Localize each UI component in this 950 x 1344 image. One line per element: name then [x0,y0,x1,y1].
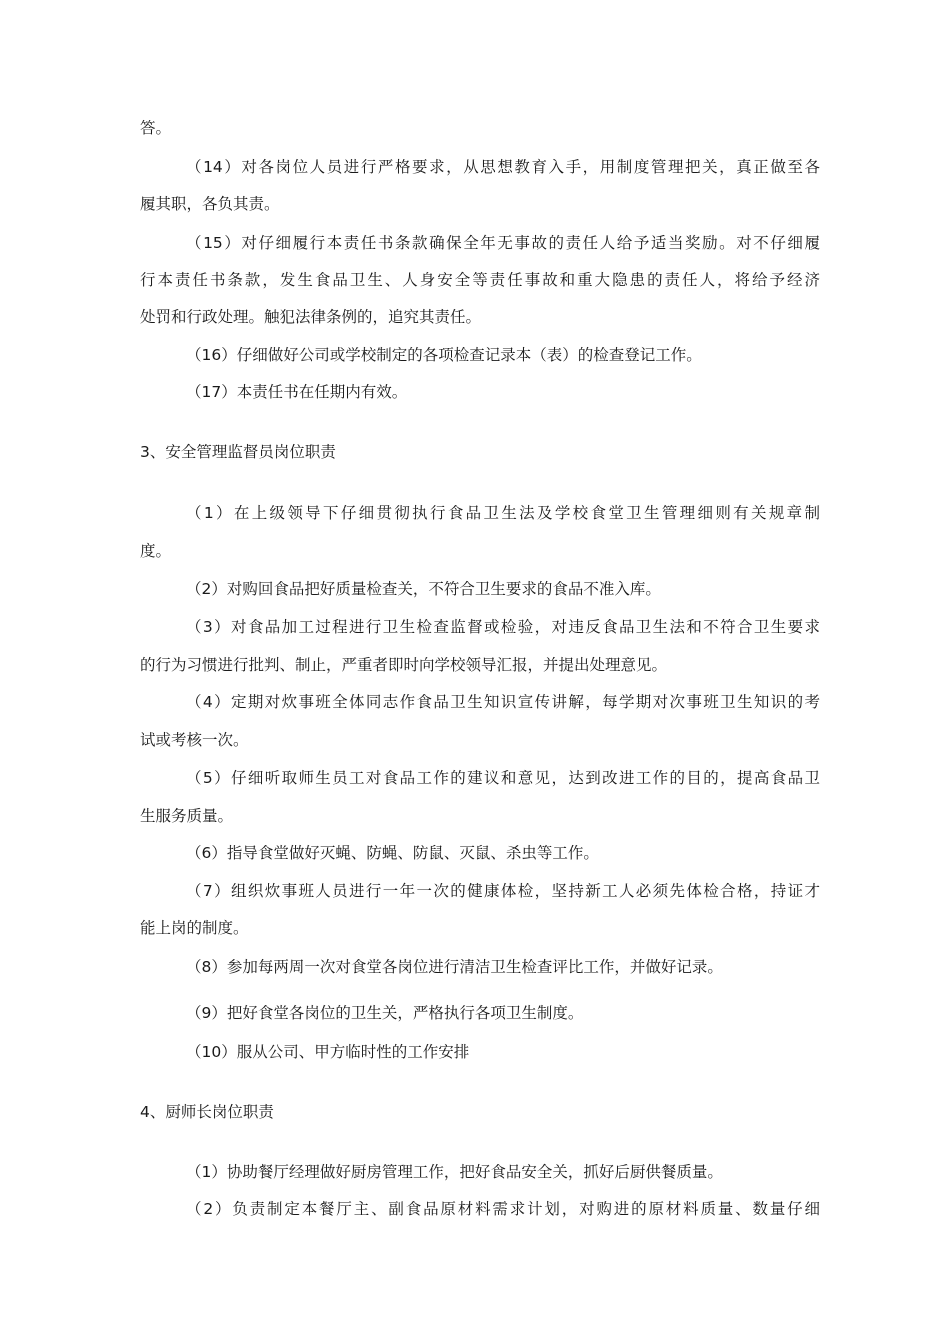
text-line: 生服务质量。 [140,807,234,825]
text-line: （2）负责制定本餐厅主、副食品原材料需求计划，对购进的原材料质量、数量仔细 [186,1200,820,1218]
text-line: （3）对食品加工过程进行卫生检查监督或检验，对违反食品卫生法和不符合卫生要求 [186,618,820,636]
text-line: 试或考核一次。 [140,731,249,749]
text-line: （17）本责任书在任期内有效。 [186,383,408,401]
text-line: 履其职，各负其责。 [140,195,280,213]
text-line: （1）在上级领导下仔细贯彻执行食品卫生法及学校食堂卫生管理细则有关规章制 [186,504,820,522]
text-line: （2）对购回食品把好质量检查关，不符合卫生要求的食品不准入库。 [186,580,661,598]
text-line: （14）对各岗位人员进行严格要求，从思想教育入手，用制度管理把关，真正做至各 [186,158,820,176]
section-heading: 3、安全管理监督员岗位职责 [140,443,336,461]
text-line: （6）指导食堂做好灭蝇、防蝇、防鼠、灭鼠、杀虫等工作。 [186,844,599,862]
text-line: 处罚和行政处理。触犯法律条例的，追究其责任。 [140,308,482,326]
text-line: 度。 [140,542,172,560]
text-line: （16）仔细做好公司或学校制定的各项检查记录本（表）的检查登记工作。 [186,346,702,364]
text-line: （1）协助餐厅经理做好厨房管理工作，把好食品安全关，抓好后厨供餐质量。 [186,1163,723,1181]
text-line: （5）仔细听取师生员工对食品工作的建议和意见，达到改进工作的目的，提高食品卫 [186,769,820,787]
text-line: （10）服从公司、甲方临时性的工作安排 [186,1043,470,1061]
text-line: （7）组织炊事班人员进行一年一次的健康体检，坚持新工人必须先体检合格，持证才 [186,882,820,900]
text-line: 行本责任书条款，发生食品卫生、人身安全等责任事故和重大隐患的责任人，将给予经济 [140,271,820,289]
text-line: 答。 [140,119,172,137]
text-line: （9）把好食堂各岗位的卫生关，严格执行各项卫生制度。 [186,1004,584,1022]
text-line: 能上岗的制度。 [140,919,249,937]
section-heading: 4、厨师长岗位职责 [140,1103,274,1121]
text-line: 的行为习惯进行批判、制止，严重者即时向学校领导汇报，并提出处理意见。 [140,656,668,674]
text-line: （4）定期对炊事班全体同志作食品卫生知识宣传讲解，每学期对次事班卫生知识的考 [186,693,820,711]
text-line: （15）对仔细履行本责任书条款确保全年无事故的责任人给予适当奖励。对不仔细履 [186,234,820,252]
text-line: （8）参加每两周一次对食堂各岗位进行清洁卫生检查评比工作，并做好记录。 [186,958,723,976]
